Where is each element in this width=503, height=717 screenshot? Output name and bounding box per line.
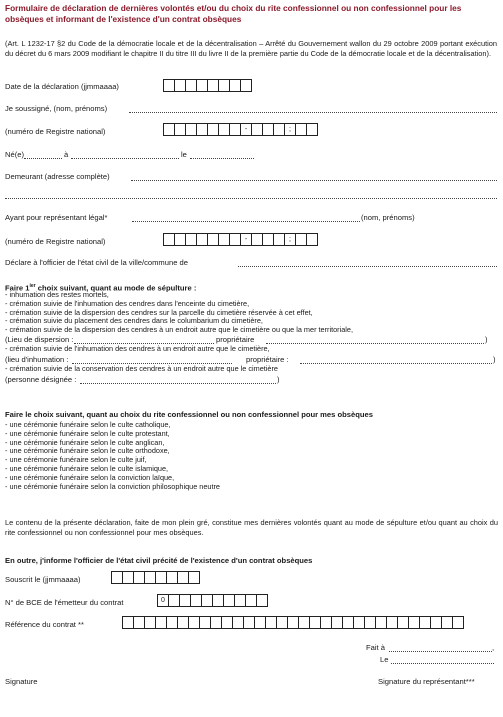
char-box[interactable] <box>306 233 318 246</box>
demeurant-field[interactable] <box>131 180 497 181</box>
rite-option: - une cérémonie funéraire selon la conviction philosophique neutre <box>5 481 220 491</box>
ne-le-label: le <box>181 150 187 159</box>
proprietaire-field-1[interactable] <box>266 343 484 344</box>
proprietaire-label-2: propriétaire : <box>246 355 289 364</box>
ne-a-label: à <box>64 150 69 159</box>
lieu-dispersion-label: (Lieu de dispersion : <box>5 335 74 344</box>
rite-list <box>5 421 220 491</box>
rite-option: - une cérémonie funéraire selon le culte juif, <box>5 455 147 465</box>
souscrit-label: Souscrit le (jjmmaaaa) <box>5 575 81 584</box>
sepulture-option: - crémation suivie de la dispersion des cendres sur la parcelle du cimetière réservée à cet effet, <box>5 307 313 317</box>
sepulture-list <box>5 291 353 335</box>
sepulture-option: - inhumation des restes mortels, <box>5 290 109 299</box>
proprietaire-field-2[interactable] <box>300 363 492 364</box>
reference-label: Référence du contrat ** <box>5 620 84 629</box>
char-box[interactable]: ; <box>284 233 296 246</box>
close-paren-2: ) <box>493 355 496 364</box>
ne-lieu-field[interactable] <box>71 158 179 159</box>
ne-le-field[interactable] <box>190 158 254 159</box>
commune-field[interactable] <box>238 266 497 267</box>
rite-option: - une cérémonie funéraire selon le culte anglican, <box>5 437 165 447</box>
registre2-label: (numéro de Registre national) <box>5 237 106 246</box>
rite-option: - une cérémonie funéraire selon le culte orthodoxe, <box>5 446 170 456</box>
lieu-inhumation-label: (lieu d'inhumation : <box>5 355 69 364</box>
souscrit-boxes[interactable] <box>111 571 200 584</box>
demeurant-field-line2[interactable] <box>5 198 497 199</box>
representant-label: Ayant pour représentant légal* <box>5 213 108 222</box>
sepulture-option: - crémation suivie de l'inhumation des cendres dans l'enceinte du cimetière, <box>5 298 250 308</box>
registre-boxes[interactable] <box>163 123 318 136</box>
ne-label: Né(e) <box>5 150 24 159</box>
sepulture-option: - crémation suivie de la dispersion des cendres à un endroit autre que le cimetière ou que la mer territoriale, <box>5 325 353 335</box>
fait-a-field[interactable] <box>389 651 492 652</box>
conservation-item: - crémation suivie de la conservation des cendres à un endroit autre que le cimetière <box>5 364 278 373</box>
sepulture-heading: Faire $1^{ier}$ choix suivant, quant au mode de sépulture : <box>5 283 197 293</box>
date-declaration-label: Date de la déclaration (jjmmaaaa) <box>5 82 119 91</box>
le-label: Le <box>380 655 389 664</box>
rite-option: - une cérémonie funéraire selon la conviction laïque, <box>5 472 175 482</box>
char-box[interactable]: - <box>240 233 252 246</box>
char-box[interactable] <box>240 79 252 92</box>
date-declaration-boxes[interactable] <box>163 79 252 92</box>
closing-text: Le contenu de la présente déclaration, faite de mon plein gré, constitue mes dernières volontés quant au mode de sépulture et/ou quant au choix du rite confessionnel ou non confessionnel pour mes obsèques. <box>5 518 498 537</box>
form-title: Formulaire de déclaration de dernières volontés et/ou du choix du rite confessionnel ou non confessionnel pour les obsèques et informant de l'existence d'un contrat obsèques <box>5 3 462 24</box>
char-box[interactable]: - <box>240 123 252 136</box>
contract-heading: En outre, j'informe l'officier de l'état civil précité de l'existence d'un contrat obsèques <box>5 556 313 565</box>
signature-representant-label: Signature du représentant*** <box>378 677 475 686</box>
representant-field[interactable] <box>132 221 360 222</box>
char-box[interactable]: 0 <box>157 594 169 607</box>
char-box[interactable] <box>188 571 200 584</box>
ne-date-field[interactable] <box>24 158 62 159</box>
representant-suffix: (nom, prénoms) <box>361 213 415 222</box>
fait-a-comma: , <box>492 643 495 652</box>
demeurant-label: Demeurant (adresse complète) <box>5 172 110 181</box>
personne-label: (personne désignée : <box>5 375 77 384</box>
inhumation-autre-item: - crémation suivie de l'inhumation des cendres à un endroit autre que le cimetière, <box>5 344 270 353</box>
bce-label: N° de BCE de l'émetteur du contrat <box>5 598 124 607</box>
close-paren-3: ) <box>277 375 280 384</box>
le-field[interactable] <box>391 663 494 664</box>
rite-option: - une cérémonie funéraire selon le culte protestant, <box>5 428 170 438</box>
registre-label: (numéro de Registre national) <box>5 127 106 136</box>
sepulture-option: - crémation suivie du placement des cendres dans le columbarium du cimetière, <box>5 316 263 326</box>
char-box[interactable]: ; <box>284 123 296 136</box>
char-box[interactable] <box>452 616 464 629</box>
soussigne-field[interactable] <box>129 112 497 113</box>
registre2-boxes[interactable] <box>163 233 318 246</box>
rite-heading: Faire le choix suivant, quant au choix du rite confessionnel ou non confessionnel pour mes obsèques <box>5 410 373 419</box>
proprietaire-label-1: propriétaire <box>216 335 255 344</box>
rite-option: - une cérémonie funéraire selon le culte catholique, <box>5 420 171 429</box>
personne-field[interactable] <box>80 383 276 384</box>
fait-a-label: Fait à <box>366 643 385 652</box>
signature-label: Signature <box>5 677 38 686</box>
char-box[interactable] <box>256 594 268 607</box>
soussigne-label: Je soussigné, (nom, prénoms) <box>5 104 108 113</box>
bce-boxes[interactable] <box>157 594 268 607</box>
rite-option: - une cérémonie funéraire selon le culte islamique, <box>5 463 169 473</box>
reference-boxes[interactable] <box>122 616 464 629</box>
declare-label: Déclare à l'officier de l'état civil de la ville/commune de <box>5 258 188 267</box>
close-paren-1: ) <box>485 335 488 344</box>
legal-reference: (Art. L 1232-17 §2 du Code de la démocratie locale et de la décentralisation – Arrêté du Gouvernement wallon du 29 octobre 2009 portant exécution du décret du 6 mars 2009 modifiant le chapitre II du titre III du livre II de la première partie du Code de la démocratie locale et de la décentralisation). <box>5 39 497 58</box>
char-box[interactable] <box>306 123 318 136</box>
